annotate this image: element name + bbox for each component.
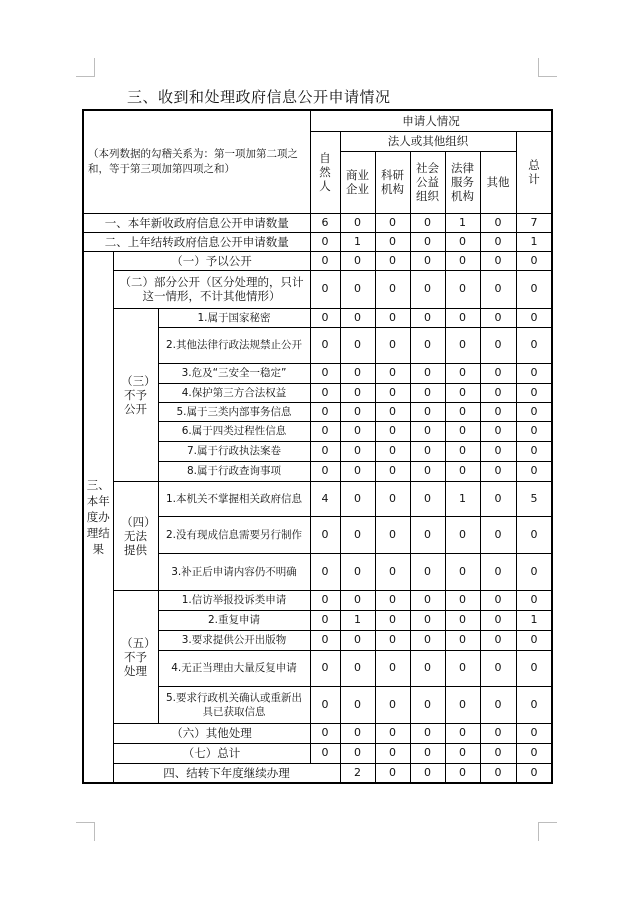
cell-value: 0: [410, 213, 445, 232]
header-legal-group: 法人或其他组织: [340, 131, 516, 151]
cell-value: 0: [445, 383, 480, 402]
cell-value: 0: [340, 516, 375, 553]
cell-value: 0: [410, 421, 445, 441]
cell-value: 0: [340, 213, 375, 232]
cell-value: 0: [445, 763, 480, 783]
cell-value: 0: [410, 363, 445, 383]
header-natural-person: 自然人: [310, 131, 340, 213]
cell-value: 0: [310, 363, 340, 383]
cell-value: 0: [340, 481, 375, 516]
cell-value: 0: [516, 553, 552, 590]
cell-value: 0: [310, 743, 340, 763]
cell-value: 0: [340, 590, 375, 610]
header-social-welfare: 社会公益组织: [410, 151, 445, 213]
page-corner-mark: [538, 822, 557, 841]
table-row: [83, 481, 552, 516]
cell-value: 0: [310, 232, 340, 251]
cell-value: 0: [410, 383, 445, 402]
row-label: 2.其他法律行政法规禁止公开: [158, 327, 310, 363]
cell-value: 0: [310, 402, 340, 421]
row-label: （二）部分公开（区分处理的，只计这一情形，不计其他情形）: [113, 270, 310, 308]
row-label: （六）其他处理: [113, 723, 310, 743]
cell-value: 0: [375, 251, 410, 270]
row-label: 5.要求行政机关确认或重新出具已获取信息: [158, 686, 310, 723]
cell-value: 0: [410, 402, 445, 421]
table-row: [83, 232, 552, 251]
cell-value: 0: [480, 383, 516, 402]
unable-group-label: （四）无法提供: [113, 481, 158, 590]
table-row: [83, 590, 552, 610]
cell-value: 0: [375, 516, 410, 553]
cell-value: 0: [410, 441, 445, 461]
row-label: 6.属于四类过程性信息: [158, 421, 310, 441]
cell-value: 0: [516, 421, 552, 441]
cell-value: 1: [516, 232, 552, 251]
row-label: 8.属于行政查询事项: [158, 461, 310, 481]
cell-value: 4: [310, 481, 340, 516]
cell-value: 2: [340, 763, 375, 783]
cell-value: 0: [375, 327, 410, 363]
cell-value: 0: [375, 308, 410, 327]
cell-value: 0: [340, 723, 375, 743]
cell-value: 0: [480, 516, 516, 553]
cell-value: 0: [445, 270, 480, 308]
cell-value: 0: [310, 251, 340, 270]
cell-value: 0: [340, 251, 375, 270]
cell-value: 0: [310, 383, 340, 402]
cell-value: 0: [410, 590, 445, 610]
cell-value: 7: [516, 213, 552, 232]
cell-value: 0: [375, 363, 410, 383]
section-three-label: 三、本年度办理结果: [83, 251, 113, 783]
row-label: 3.补正后申请内容仍不明确: [158, 553, 310, 590]
cell-value: 0: [445, 421, 480, 441]
cell-value: 0: [445, 327, 480, 363]
cell-value: 0: [516, 590, 552, 610]
cell-value: 0: [480, 251, 516, 270]
cell-value: 0: [445, 743, 480, 763]
cell-value: 0: [516, 743, 552, 763]
cell-value: 0: [310, 686, 340, 723]
cell-value: 0: [445, 610, 480, 630]
cell-value: 0: [310, 441, 340, 461]
cell-value: 0: [310, 461, 340, 481]
cell-value: 0: [375, 461, 410, 481]
cell-value: 0: [310, 327, 340, 363]
cell-value: 0: [340, 383, 375, 402]
cell-value: 0: [445, 516, 480, 553]
row-label: （七）总计: [113, 743, 310, 763]
cell-value: 0: [310, 270, 340, 308]
cell-value: 0: [310, 308, 340, 327]
cell-value: 0: [516, 516, 552, 553]
cell-value: 0: [516, 327, 552, 363]
table-row: [83, 723, 552, 743]
cell-value: 0: [410, 650, 445, 686]
cell-value: 0: [310, 590, 340, 610]
cell-value: 0: [375, 213, 410, 232]
cell-value: 0: [445, 590, 480, 610]
noprocess-group-label: （五）不予处理: [113, 590, 158, 723]
cell-value: 0: [516, 650, 552, 686]
row-label: （一）予以公开: [113, 251, 310, 270]
cell-value: 0: [480, 461, 516, 481]
cell-value: 0: [340, 743, 375, 763]
cell-value: 0: [375, 232, 410, 251]
cell-value: 0: [480, 723, 516, 743]
cell-value: 0: [516, 308, 552, 327]
cell-value: 0: [410, 723, 445, 743]
cell-value: 0: [480, 481, 516, 516]
cell-value: 0: [410, 308, 445, 327]
cell-value: 0: [375, 650, 410, 686]
cell-value: 0: [516, 363, 552, 383]
cell-value: 0: [480, 590, 516, 610]
cell-value: 0: [410, 743, 445, 763]
row-label: 四、结转下年度继续办理: [113, 763, 340, 783]
cell-value: 0: [340, 461, 375, 481]
cell-value: 1: [340, 610, 375, 630]
table-row: [83, 308, 552, 327]
header-applicant-situation: 申请人情况: [310, 110, 552, 131]
cell-value: 0: [410, 686, 445, 723]
cell-value: 0: [516, 383, 552, 402]
cell-value: 0: [340, 630, 375, 650]
cell-value: 0: [375, 686, 410, 723]
cell-value: 0: [480, 270, 516, 308]
row-label: 一、本年新收政府信息公开申请数量: [83, 213, 310, 232]
applications-table: [82, 109, 553, 784]
cell-value: 1: [340, 232, 375, 251]
cell-value: 0: [516, 402, 552, 421]
cell-value: 0: [375, 553, 410, 590]
cell-value: 0: [340, 270, 375, 308]
cell-value: 0: [410, 327, 445, 363]
header-legal-service: 法律服务机构: [445, 151, 480, 213]
cell-value: 0: [375, 441, 410, 461]
cell-value: 0: [340, 650, 375, 686]
page-corner-mark: [76, 822, 95, 841]
cell-value: 0: [445, 461, 480, 481]
cell-value: 0: [516, 251, 552, 270]
table-row: [83, 251, 552, 270]
row-label: 二、上年结转政府信息公开申请数量: [83, 232, 310, 251]
cell-value: 0: [445, 723, 480, 743]
cell-value: 0: [480, 686, 516, 723]
cell-value: 0: [445, 441, 480, 461]
cell-value: 0: [340, 553, 375, 590]
cell-value: 0: [516, 270, 552, 308]
cell-value: 0: [340, 402, 375, 421]
cell-value: 0: [375, 723, 410, 743]
cell-value: 0: [375, 383, 410, 402]
deny-group-label: （三）不予公开: [113, 308, 158, 481]
table-row: [83, 763, 552, 783]
cell-value: 0: [310, 630, 340, 650]
cell-value: 6: [310, 213, 340, 232]
cell-value: 0: [480, 553, 516, 590]
cell-value: 0: [340, 327, 375, 363]
cell-value: 1: [445, 213, 480, 232]
cell-value: 0: [410, 516, 445, 553]
cell-value: 0: [445, 402, 480, 421]
cell-value: 0: [445, 232, 480, 251]
cell-value: 0: [410, 461, 445, 481]
cell-value: 0: [410, 232, 445, 251]
row-label: 1.本机关不掌握相关政府信息: [158, 481, 310, 516]
cell-value: 0: [410, 630, 445, 650]
cell-value: 0: [410, 553, 445, 590]
row-label: 4.保护第三方合法权益: [158, 383, 310, 402]
page-corner-mark: [76, 58, 95, 77]
cell-value: 0: [480, 630, 516, 650]
cell-value: 0: [480, 402, 516, 421]
cell-value: 0: [340, 308, 375, 327]
cell-value: 0: [445, 553, 480, 590]
cell-value: 0: [375, 402, 410, 421]
cell-value: 0: [375, 421, 410, 441]
cell-value: 0: [480, 213, 516, 232]
cell-value: 0: [480, 743, 516, 763]
cell-value: 0: [410, 481, 445, 516]
cell-value: 0: [375, 270, 410, 308]
row-label: 3.危及“三安全一稳定”: [158, 363, 310, 383]
cell-value: 0: [375, 590, 410, 610]
cell-value: 0: [445, 650, 480, 686]
row-label: 2.没有现成信息需要另行制作: [158, 516, 310, 553]
header-business: 商业企业: [340, 151, 375, 213]
cell-value: 0: [410, 270, 445, 308]
row-label: 2.重复申请: [158, 610, 310, 630]
cell-value: 0: [445, 308, 480, 327]
header-other: 其他: [480, 151, 516, 213]
cell-value: 0: [445, 630, 480, 650]
table-note: （本列数据的勾稽关系为：第一项加第二项之和，等于第三项加第四项之和）: [83, 110, 310, 213]
cell-value: 1: [445, 481, 480, 516]
cell-value: 0: [516, 723, 552, 743]
table-row: [83, 743, 552, 763]
header-total: 总计: [516, 131, 552, 213]
cell-value: 0: [375, 481, 410, 516]
cell-value: 0: [310, 516, 340, 553]
cell-value: 0: [445, 686, 480, 723]
row-label: 3.要求提供公开出版物: [158, 630, 310, 650]
row-label: 7.属于行政执法案卷: [158, 441, 310, 461]
table-row: [83, 213, 552, 232]
header-research: 科研机构: [375, 151, 410, 213]
row-label: 1.信访举报投诉类申请: [158, 590, 310, 610]
cell-value: 0: [480, 363, 516, 383]
cell-value: 0: [340, 441, 375, 461]
cell-value: 0: [480, 610, 516, 630]
cell-value: 0: [375, 743, 410, 763]
cell-value: 0: [480, 232, 516, 251]
cell-value: 0: [310, 553, 340, 590]
cell-value: 0: [445, 363, 480, 383]
cell-value: 0: [445, 251, 480, 270]
cell-value: 0: [516, 630, 552, 650]
cell-value: 0: [310, 723, 340, 743]
cell-value: 0: [480, 308, 516, 327]
cell-value: 0: [310, 650, 340, 686]
cell-value: 0: [480, 421, 516, 441]
cell-value: 5: [516, 481, 552, 516]
cell-value: 0: [516, 763, 552, 783]
cell-value: 0: [375, 630, 410, 650]
section-title: 三、收到和处理政府信息公开申请情况: [127, 88, 391, 106]
row-label: 1.属于国家秘密: [158, 308, 310, 327]
cell-value: 0: [340, 421, 375, 441]
cell-value: 1: [516, 610, 552, 630]
cell-value: 0: [516, 686, 552, 723]
cell-value: 0: [310, 610, 340, 630]
row-label: 4.无正当理由大量反复申请: [158, 650, 310, 686]
row-label: 5.属于三类内部事务信息: [158, 402, 310, 421]
cell-value: 0: [375, 763, 410, 783]
cell-value: 0: [516, 461, 552, 481]
cell-value: 0: [410, 610, 445, 630]
cell-value: 0: [480, 650, 516, 686]
cell-value: 0: [340, 363, 375, 383]
table-row: [83, 270, 552, 308]
cell-value: 0: [410, 251, 445, 270]
cell-value: 0: [516, 441, 552, 461]
cell-value: 0: [340, 686, 375, 723]
cell-value: 0: [480, 441, 516, 461]
cell-value: 0: [410, 763, 445, 783]
page-corner-mark: [538, 58, 557, 77]
cell-value: 0: [480, 763, 516, 783]
cell-value: 0: [310, 421, 340, 441]
cell-value: 0: [375, 610, 410, 630]
cell-value: 0: [480, 327, 516, 363]
